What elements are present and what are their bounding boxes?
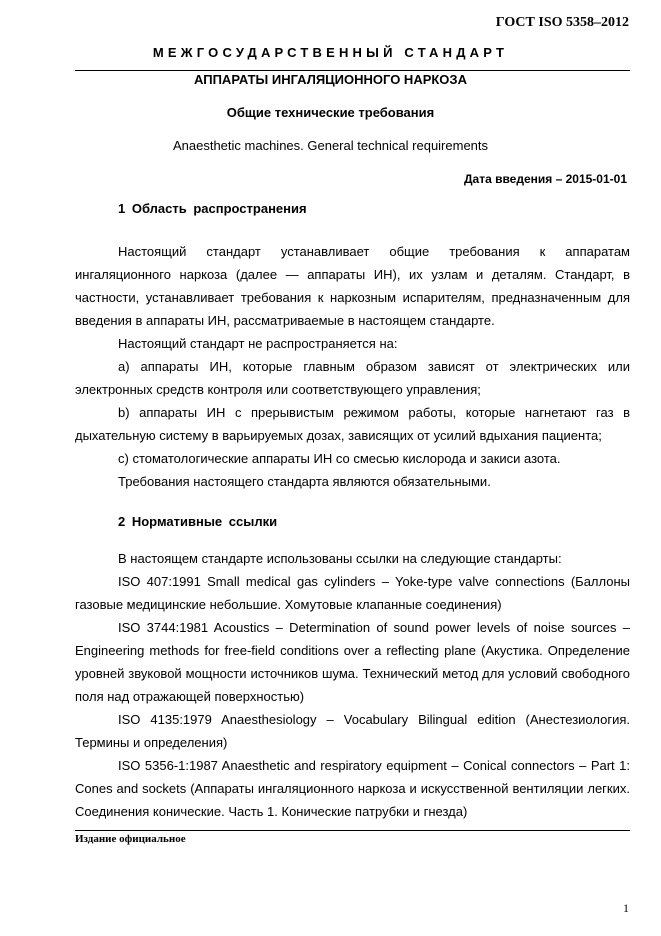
reference-iso-3744: ISO 3744:1981 Acoustics – Determination of sound power levels of noise sources – Engineering methods for free-field conditions over a reflecting plane (Акустика. Определение уровней звуковой мощности источников шума. Технический метод для условий свободного поля над отражающей поверхностью) — [75, 620, 630, 704]
page-number: 1 — [623, 901, 629, 915]
section-1-paragraph: Настоящий стандарт не распространяется на: — [118, 336, 398, 351]
reference-iso-5356-1: ISO 5356-1:1987 Anaesthetic and respiratory equipment – Conical connectors – Part 1: Cones and sockets (Аппараты ингаляционного наркоза и искусственной вентиляции легких. Соединения конические. Часть 1. Конические патрубки и гнезда) — [75, 758, 630, 819]
gost-code: ГОСТ ISO 5358–2012 — [495, 15, 629, 30]
section-2-heading: 2 Нормативные ссылки — [118, 514, 278, 529]
reference-iso-4135: ISO 4135:1979 Anaesthesiology – Vocabulary Bilingual edition (Анестезиология. Термины и определения) — [75, 712, 630, 750]
section-1-list-item-a: a) аппараты ИН, которые главным образом зависят от электрических или электронных средств контроля или соответствующего управления; — [75, 359, 630, 397]
section-1-list-item-c: c) стоматологические аппараты ИН со смесью кислорода и закиси азота. — [118, 451, 561, 466]
reference-iso-407: ISO 407:1991 Small medical gas cylinders – Yoke-type valve connections (Баллоны газовые медицинские небольшие. Хомутовые клапанные соединения) — [75, 574, 630, 612]
document-subtitle: Общие технические требования — [226, 105, 435, 120]
section-1-paragraph: Настоящий стандарт устанавливает общие требования к аппаратам ингаляционного наркоза (далее — аппараты ИН), их узлам и деталям. Стандарт, в частности, устанавливает требования к наркозным испарителям, предназначенным для введения в аппараты ИН, рассматриваемые в настоящем стандарте. — [75, 244, 630, 328]
introduction-date: Дата введения – 2015-01-01 — [463, 172, 627, 186]
section-1-list-item-b: b) аппараты ИН с прерывистым режимом работы, которые нагнетают газ в дыхательную систему в варьируемых дозах, зависящих от усилий вдыхания пациента; — [75, 405, 630, 443]
standard-header-title: МЕЖГОСУДАРСТВЕННЫЙ СТАНДАРТ — [152, 45, 509, 60]
footer-rule — [75, 830, 630, 831]
section-2-paragraph: В настоящем стандарте использованы ссылки на следующие стандарты: — [118, 551, 562, 566]
official-edition-label: Издание официальное — [75, 833, 186, 845]
header-rule — [75, 70, 630, 71]
document-title: АППАРАТЫ ИНГАЛЯЦИОННОГО НАРКОЗА — [194, 72, 467, 87]
section-1-paragraph: Требования настоящего стандарта являются обязательными. — [118, 474, 491, 489]
section-1-heading: 1 Область распространения — [118, 201, 307, 216]
english-title: Anaesthetic machines. General technical requirements — [172, 138, 489, 153]
